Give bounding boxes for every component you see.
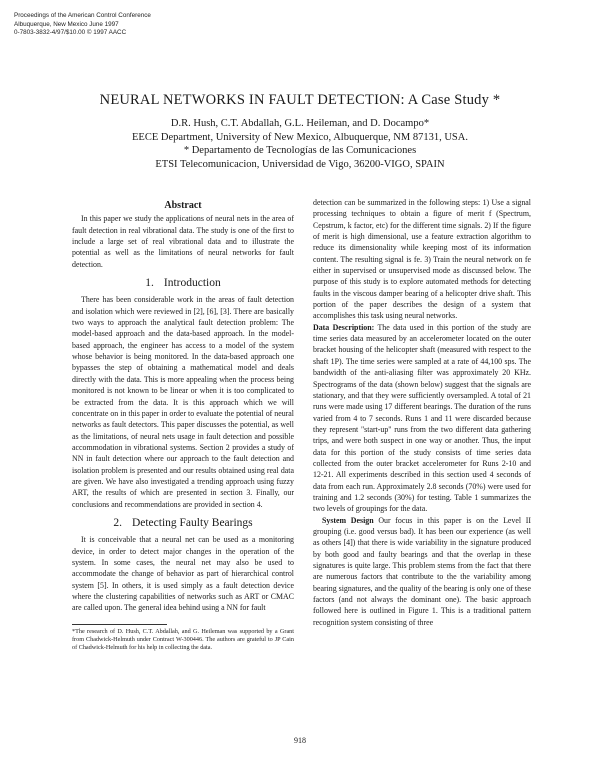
right-column — [313, 197, 531, 628]
section-1-number: 1. — [145, 277, 154, 290]
footnote: *The research of D. Hush, C.T. Abdallah, and G. Heileman was supported by a Grant from Chadwick-Helmuth under Contract W-300446. The authors are grateful to JP Cain of Chadwick-Helmuth for his help in collecting the data. — [72, 627, 294, 652]
left-column — [72, 200, 294, 652]
system-design-label: System Design — [322, 515, 374, 525]
data-description-paragraph — [313, 322, 531, 515]
section-2-heading — [72, 518, 294, 529]
header-line-2: Albuquerque, New Mexico June 1997 — [14, 20, 119, 28]
abstract-heading: Abstract — [164, 200, 202, 211]
data-description-text: The data used in this portion of the study are time series data measured by an accelerometer located on the outer bracket housing of the helicopter shaft (measured with respect to the shaft 1P). The time series were sampled at a rate of 44,100 sps. The bandwidth of the anti-aliasing filter was approximately 20 KHz. Spectrograms of the data (shown below) suggest that the signals are stationary, and that they were sufficiently oversampled. A total of 21 runs were made using 17 different bearings. The duration of the runs varied from 4 to 7 seconds. Runs 1 and 11 were discarded because they represent "start-up" runs from the two different data gathering trips, and were both suspect in one way or another. Thus, the input data for this portion of the study consists of time series data collected from the outer bracket accelerometer for Runs 2-10 and 12-21. All experiments described in this section used 4 seconds of data from each run. Approximately 2.8 seconds (70%) were used for training and 1.2 seconds (30%) for testing. Table 1 summarizes the two levels of groupings for the data. — [313, 322, 531, 514]
footnote-rule — [72, 624, 167, 625]
section-1-title: Introduction — [163, 277, 221, 290]
section-2-number: 2. — [113, 516, 122, 529]
right-paragraph-1: detection can be summarized in the following steps: 1) Use a signal processing techniques to obtain a figure of merit f (Spectrum, Cepstrum, k factor, etc) for the different time signals. 2) If the figure of merit is high dimensional, use a feature extraction algorithm to reduce its dimensionality while keeping most of its information content. The resulting signal is fe. 3) Train the neural network on fe either in supervised or unsupervised mode as discussed below. The purpose of this study is to explore automated methods for detecting faults in the viscous damper bearing of a helicopter drive shaft. This portion of the paper describes the design of a system that accomplishes this task using neural networks. — [313, 198, 531, 321]
section-2-paragraph: It is conceivable that a neural net can be used as a monitoring device, in order to detect major changes in the operation of the system. In some cases, the neural net may also be used to accommodate the change of behavior as part of hierarchical control system [5]. In others, it is used simply as a fault detection device where the clustering capabilities of networks such as ART or CMAC are called upon. The general idea behind using a NN for fault — [72, 535, 294, 613]
section-1-heading — [72, 278, 294, 289]
system-design-paragraph — [313, 515, 531, 628]
section-2-title: Detecting Faulty Bearings — [131, 516, 253, 529]
header-line-3: 0-7803-3832-4/97/$10.00 © 1997 AACC — [14, 29, 127, 36]
affiliation-2: * Departamento de Tecnologías de las Comunicaciones — [183, 145, 417, 156]
proceedings-header — [14, 12, 151, 38]
abstract-text: In this paper we study the applications of neural nets in the area of fault detection in real vibrational data. The study is one of the first to include a large set of real vibrational data and to illustrate the potential as well as the limitations of neural networks for fault detection. — [72, 214, 294, 269]
page-number: 918 — [294, 736, 306, 745]
author-block — [0, 117, 600, 171]
author-names: D.R. Hush, C.T. Abdallah, G.L. Heileman, and D. Docampo* — [170, 118, 430, 129]
paper-title: NEURAL NETWORKS IN FAULT DETECTION: A Case Study * — [99, 92, 501, 108]
data-description-label: Data Description: — [313, 322, 375, 332]
affiliation-1: EECE Department, University of New Mexico, Albuquerque, NM 87131, USA. — [132, 131, 468, 143]
system-design-text: Our focus in this paper is on the Level II grouping (i.e. good versus bad). It has been our experience (as well as others [4]) that there is wide variability in the signature produced by both good and faulty bearings and that the overlap in these signatures is quite large. This problem stems from the fact that there are numerous factors that contribute to the the variability among bearing signatures, and the quality of the bearing is only one of these factors (and not always the dominant one). The basic approach followed here is outlined in Figure 1. This is a traditional pattern recognition system consisting of three — [313, 515, 531, 627]
header-line-1: Proceedings of the American Control Conference — [14, 12, 151, 19]
section-1-paragraph: There has been considerable work in the areas of fault detection and isolation which were reviewed in [2], [6], [3]. There are basically two ways to approach the analytical fault detection problem: The model-based approach and the data-based approach. In the model-based approach, the engineer has access to a model of the system whose behavior is being monitored. In the data-based approach one bypasses the step of obtaining a mathematical model and deals directly with the data. This is more appealing when the process being monitored is not known to be linear or when it is too complicated to be extracted from the data. It is this approach which we will concentrate on in this paper in order to evaluate the potential of neural networks as fault detectors. This paper discusses the potential, as well as the limitations, of neural nets usage in fault detection and possible accommodation in vibrational systems. Section 2 provides a study of NN in fault detection where our approach to the fault detection and isolation problem is presented and our results obtained using real data are given. We have also investigated a trending approach using fuzzy ART, the results of which are presented in section 3. Finally, our conclusions and recommendations are provided in section 4. — [72, 295, 294, 509]
affiliation-3: ETSI Telecomunicacion, Universidad de Vigo, 36200-VIGO, SPAIN — [155, 158, 445, 170]
